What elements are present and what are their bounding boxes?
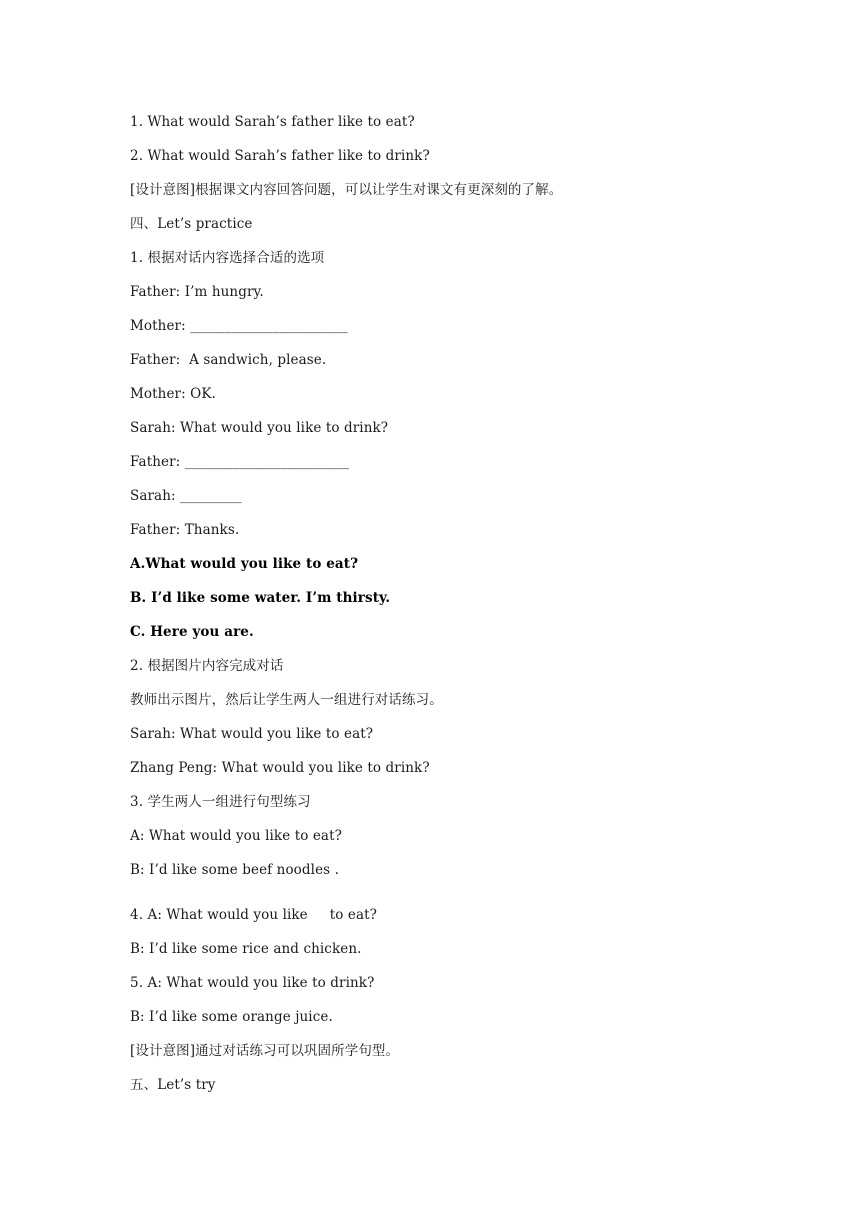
option-a: A.What would you like to eat?	[130, 556, 359, 572]
dialogue-line: Father: I’m hungry.	[130, 284, 264, 300]
option-c: C. Here you are.	[130, 624, 254, 640]
dialogue-line: Sarah: What would you like to eat?	[130, 726, 374, 742]
dialogue-line: Father: Thanks.	[130, 522, 240, 538]
dialogue-line: A: What would you like to eat?	[130, 828, 342, 844]
exercise-5: 5. A: What would you like to drink?	[130, 975, 375, 991]
exercise-2-heading: 2. 根据图片内容完成对话	[130, 658, 284, 674]
exercise-3-heading: 3. 学生两人一组进行句型练习	[130, 794, 311, 810]
section-heading-practice: 四、Let’s practice	[130, 216, 253, 232]
dialogue-line: Father: ________________________	[130, 454, 350, 470]
section-heading-try: 五、Let’s try	[130, 1077, 216, 1093]
dialogue-line: Father: A sandwich, please.	[130, 352, 327, 368]
dialogue-line: B: I’d like some beef noodles .	[130, 862, 339, 878]
dialogue-line: Mother: _______________________	[130, 318, 348, 334]
dialogue-line: Sarah: _________	[130, 488, 242, 504]
design-intent-2: [设计意图]通过对话练习可以巩固所学句型。	[130, 1043, 400, 1059]
design-intent-1: [设计意图]根据课文内容回答问题，可以让学生对课文有更深刻的了解。	[130, 182, 563, 198]
dialogue-line: Mother: OK.	[130, 386, 216, 402]
dialogue-line: B: I’d like some orange juice.	[130, 1009, 333, 1025]
question-1: 1. What would Sarah’s father like to eat?	[130, 114, 415, 130]
dialogue-line: Zhang Peng: What would you like to drink?	[130, 760, 430, 776]
question-2: 2. What would Sarah’s father like to drink?	[130, 148, 430, 164]
dialogue-line: B: I’d like some rice and chicken.	[130, 941, 362, 957]
exercise-1-heading: 1. 根据对话内容选择合适的选项	[130, 250, 325, 266]
dialogue-line: Sarah: What would you like to drink?	[130, 420, 389, 436]
exercise-4: 4. A: What would you like to eat?	[130, 907, 377, 923]
option-b: B. I’d like some water. I’m thirsty.	[130, 590, 391, 606]
teacher-instruction: 教师出示图片，然后让学生两人一组进行对话练习。	[130, 692, 443, 708]
